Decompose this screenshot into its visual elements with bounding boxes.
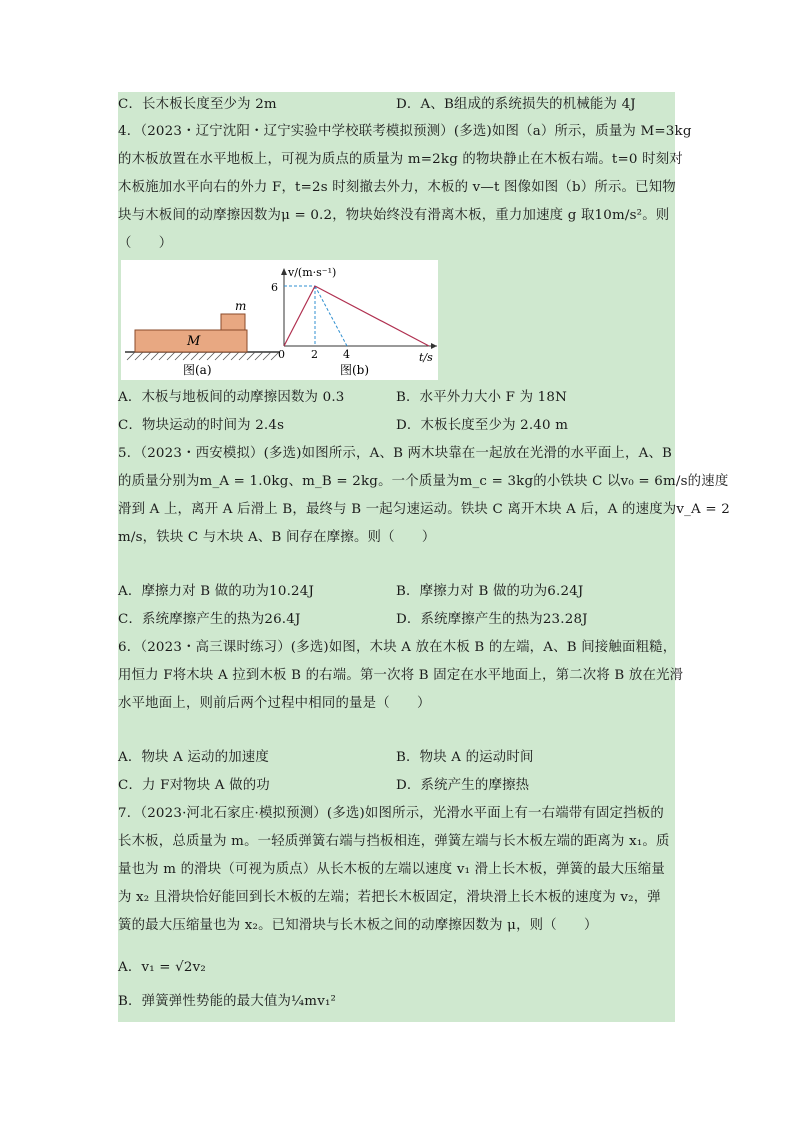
q5-line-2: 的质量分别为m_A = 1.0kg、m_B = 2kg。一个质量为m_c = 3kg的小铁块 C 以v₀ = 6m/s的速度	[118, 474, 729, 489]
figure-b	[271, 266, 437, 377]
v-axis-label: v/(m·s⁻¹)	[288, 266, 337, 279]
q7-option-a: A．v₁ = √2v₂	[118, 960, 206, 975]
t-tick-4: 4	[343, 348, 350, 361]
q4-options-row-1	[118, 388, 675, 408]
t-tick-2: 2	[311, 348, 318, 361]
q3-option-d: D．A、B组成的系统损失的机械能为 4J	[396, 97, 636, 112]
v-tick-6: 6	[271, 281, 278, 294]
q7-line-4: 为 x₂ 且滑块恰好能回到长木板的左端；若把长木板固定，滑块滑上长木板的速度为 v₂，弹	[118, 890, 661, 905]
q4-line-1: 4．（2023・辽宁沈阳・辽宁实验中学校联考模拟预测）(多选)如图（a）所示，质量为 M=3kg	[118, 124, 692, 139]
v-axis-arrow	[281, 268, 287, 275]
q4-line-3: 木板施加水平向右的外力 F，t=2s 时刻撤去外力，木板的 v—t 图像如图（b）所示。已知物	[118, 180, 676, 195]
q4-options-row-2	[118, 416, 675, 436]
q7-line-5: 簧的最大压缩量也为 x₂。已知滑块与长木板之间的动摩擦因数为 μ，则（ ）	[118, 918, 598, 933]
q4-option-b: B．水平外力大小 F 为 18N	[396, 390, 567, 405]
q6-option-b: B．物块 A 的运动时间	[396, 750, 534, 765]
q4-option-d: D．木板长度至少为 2.40 m	[396, 418, 569, 433]
q5-line-4: m/s，铁块 C 与木块 A、B 间存在摩擦。则（ ）	[118, 530, 436, 545]
q6-line-2: 用恒力 F将木块 A 拉到木板 B 的右端。第一次将 B 固定在水平地面上，第二次将 B 放在光滑	[118, 668, 684, 683]
board-decel-line	[315, 286, 429, 346]
small-block-label: m	[235, 299, 247, 313]
q7-line-1: 7．（2023·河北石家庄·模拟预测）(多选)如图所示，光滑水平面上有一右端带有固定挡板的	[118, 806, 664, 821]
q4-option-a: A．木板与地板间的动摩擦因数为 0.3	[118, 390, 345, 405]
q6-line-1: 6．（2023・高三课时练习）(多选)如图，木块 A 放在木板 B 的左端，A、B 间接触面粗糙，	[118, 640, 677, 655]
t-tick-0: 0	[278, 348, 285, 361]
board-accel-line	[284, 286, 315, 346]
q6-option-a: A．物块 A 运动的加速度	[118, 750, 269, 765]
q5-option-c: C．系统摩擦产生的热为26.4J	[118, 612, 301, 627]
q5-line-1: 5．（2023・西安模拟）(多选)如图所示，A、B 两木块靠在一起放在光滑的水平面上，A、B	[118, 446, 673, 461]
q5-options-row-1	[118, 582, 675, 602]
q5-option-b: B．摩擦力对 B 做的功为6.24J	[396, 584, 584, 599]
q6-option-c: C．力 F对物块 A 做的功	[118, 778, 270, 793]
document-page	[118, 92, 730, 1022]
q5-line-3: 滑到 A 上，离开 A 后滑上 B，最终与 B 一起匀速运动。铁块 C 离开木块 A 后，A 的速度为v_A = 2	[118, 502, 730, 517]
q4-line-2: 的木板放置在水平地板上，可视为质点的质量为 m=2kg 的物块静止在木板右端。t=0 时刻对	[118, 152, 683, 167]
board-label: M	[187, 334, 201, 349]
q4-line-5: （ ）	[118, 236, 173, 251]
q4-figure-svg	[121, 260, 438, 380]
q6-options-row-1	[118, 748, 675, 768]
q6-line-3: 水平地面上，则前后两个过程中相同的量是（ ）	[118, 696, 431, 711]
q5-options-row-2	[118, 610, 675, 630]
t-axis-arrow	[431, 343, 437, 349]
figure-a	[125, 299, 279, 377]
q6-option-d: D．系统产生的摩擦热	[396, 778, 530, 793]
q7-line-3: 量也为 m 的滑块（可视为质点）从长木板的左端以速度 v₁ 滑上长木板，弹簧的最大压缩量	[118, 862, 665, 877]
q3-option-c: C．长木板长度至少为 2m	[118, 97, 277, 112]
q6-options-row-2	[118, 776, 675, 796]
q4-line-4: 块与木板间的动摩擦因数为μ = 0.2，物块始终没有滑离木板，重力加速度 g 取10m/s²。则	[118, 208, 670, 223]
figure-a-caption: 图(a)	[183, 363, 212, 377]
q5-option-a: A．摩擦力对 B 做的功为10.24J	[118, 584, 315, 599]
q5-option-d: D．系统摩擦产生的热为23.28J	[396, 612, 588, 627]
small-block	[221, 314, 245, 330]
q4-option-c: C．物块运动的时间为 2.4s	[118, 418, 285, 433]
q7-option-b: B．弹簧弹性势能的最大值为¼mv₁²	[118, 994, 337, 1009]
q7-line-2: 长木板，总质量为 m。一轻质弹簧右端与挡板相连，弹簧左端与长木板左端的距离为 x₁。质	[118, 834, 670, 849]
t-axis-label: t/s	[419, 351, 433, 364]
ground-hatch	[127, 352, 279, 360]
q4-figure	[121, 260, 438, 380]
figure-b-caption: 图(b)	[340, 363, 370, 377]
q3-options	[118, 95, 675, 115]
